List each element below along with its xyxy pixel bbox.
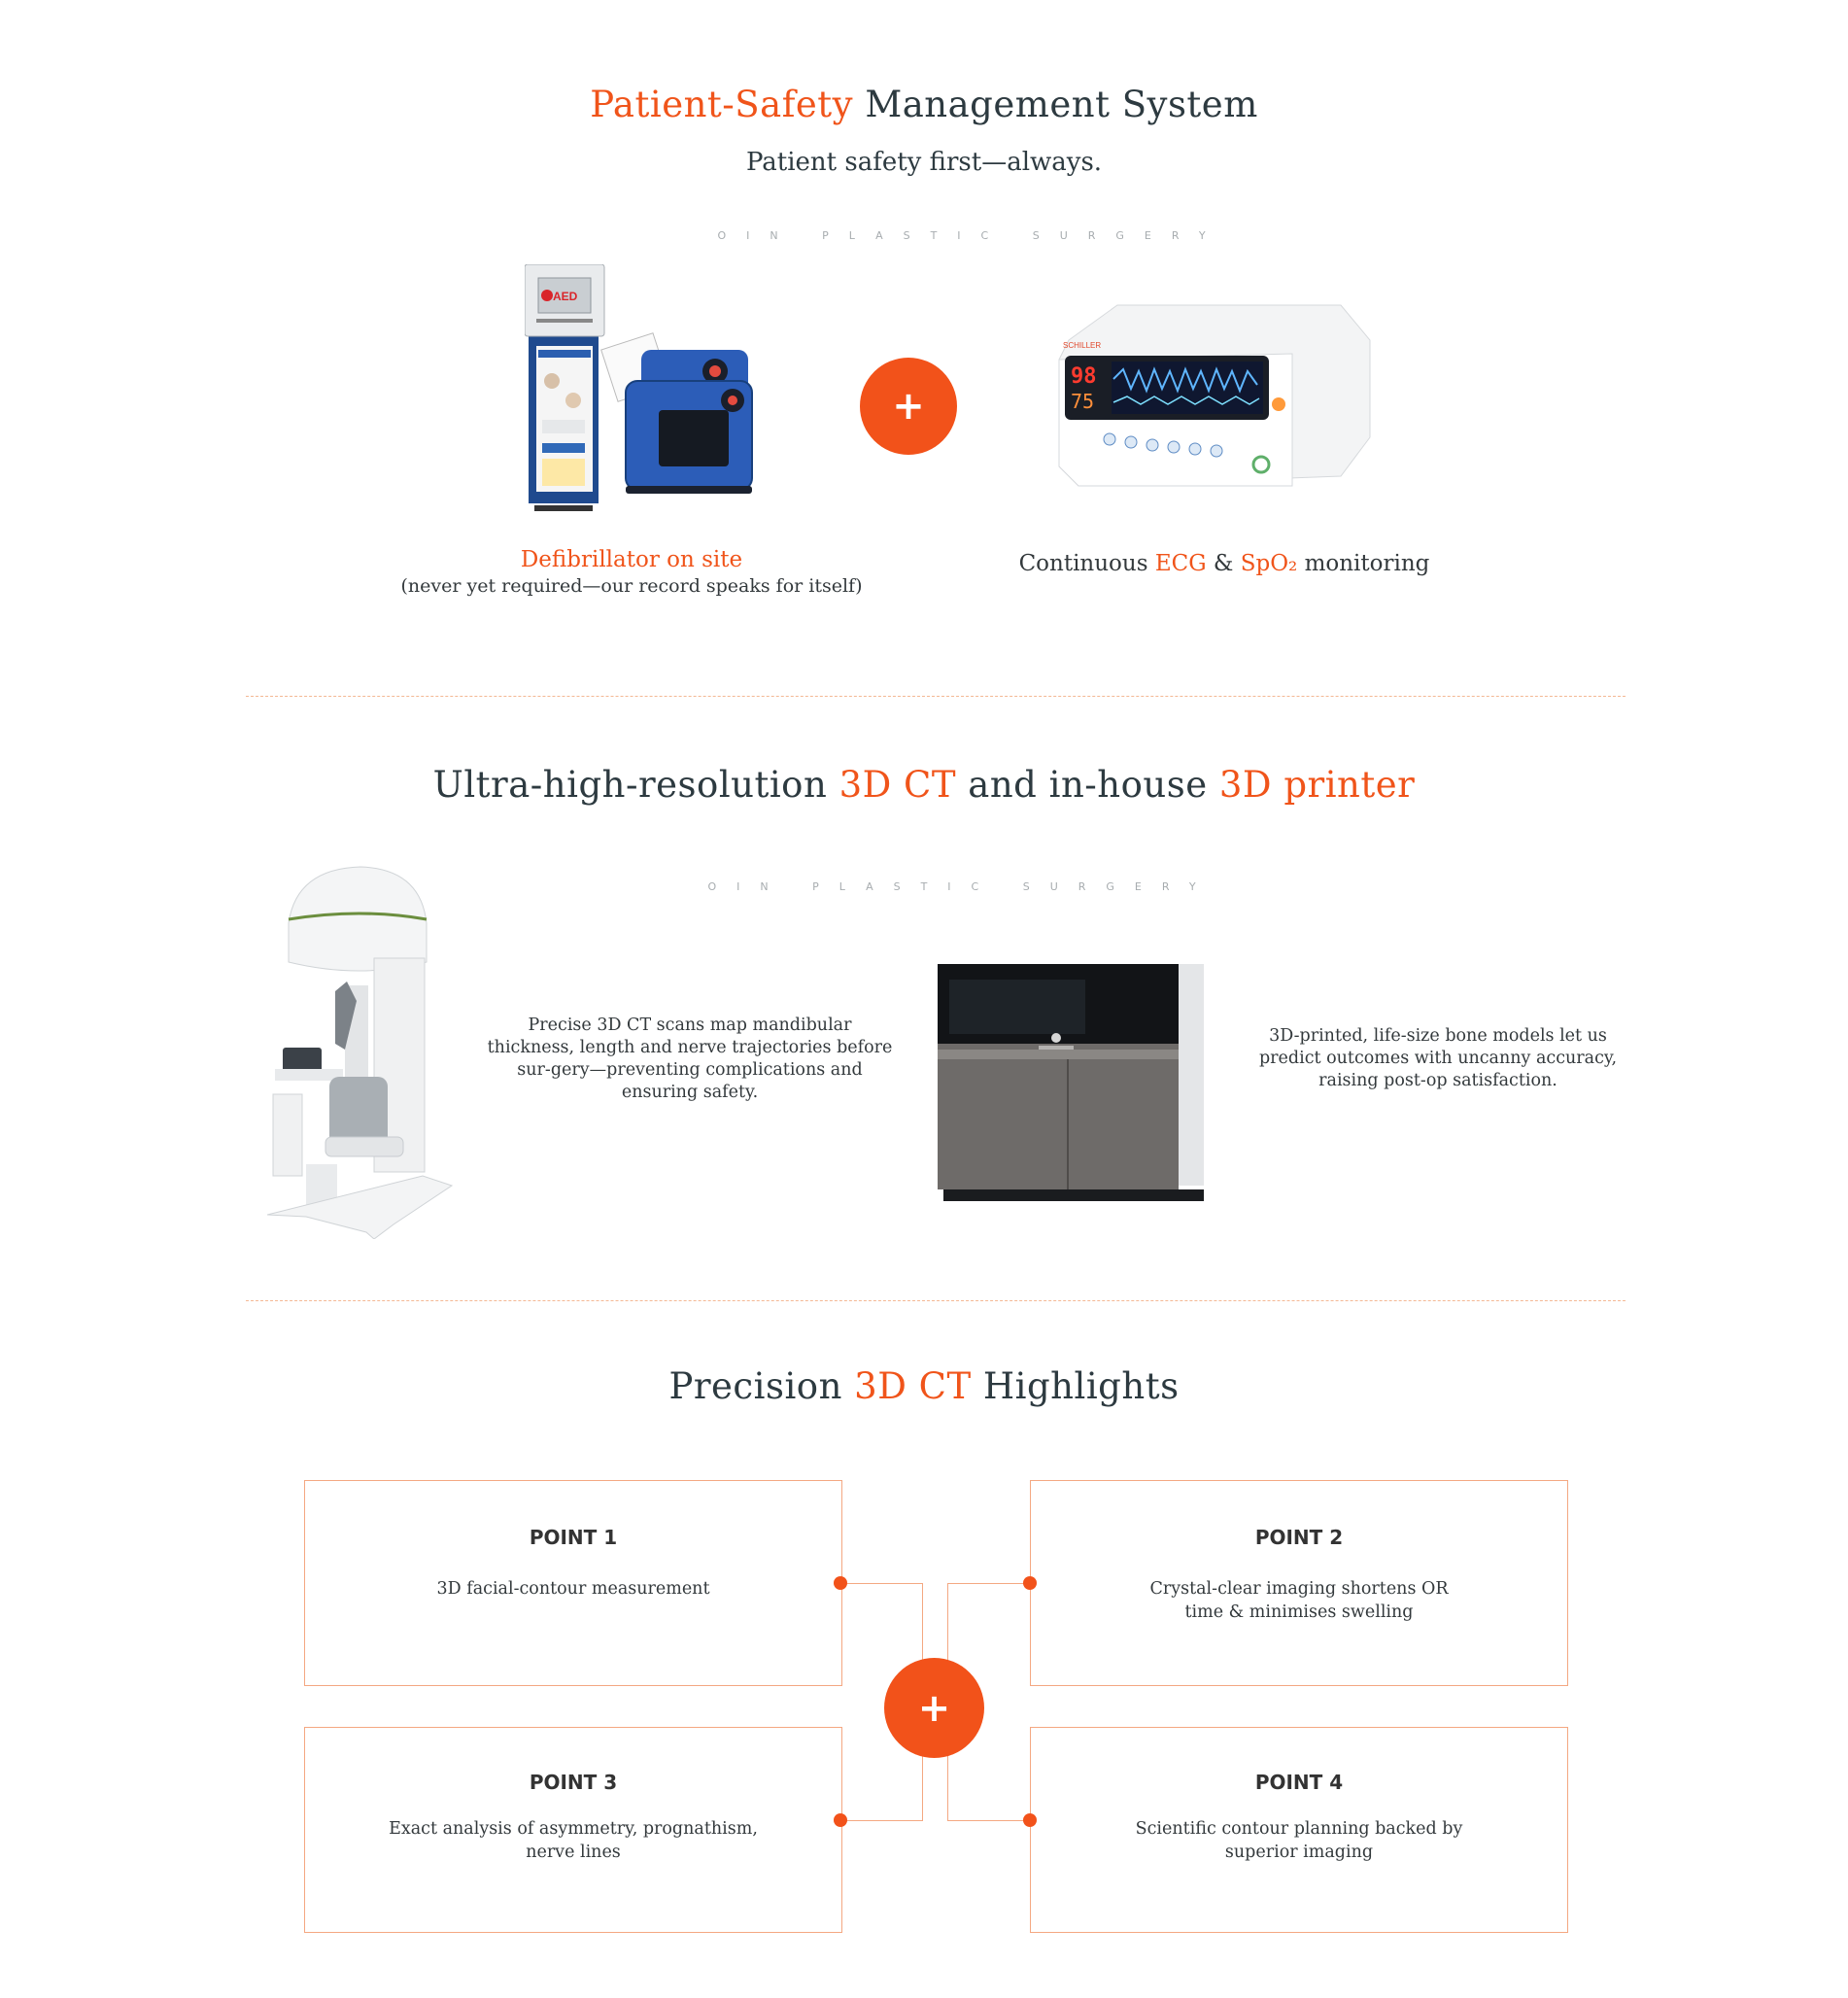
imaging-title — [0, 764, 1848, 806]
point-card-1 — [304, 1480, 842, 1686]
highlights-title-ct: 3D CT — [854, 1365, 972, 1407]
point-text: Crystal-clear imaging shortens OR time & minimises swelling — [1149, 1579, 1449, 1622]
highlights-title-post: Highlights — [971, 1365, 1180, 1407]
monitoring-caption — [952, 551, 1496, 576]
imaging-title-ct: 3D CT — [838, 764, 957, 806]
highlights-title — [0, 1365, 1848, 1407]
ecg-highlight: ECG — [1154, 551, 1207, 576]
imaging-title-printer: 3D printer — [1218, 764, 1416, 806]
point-card-2 — [1030, 1480, 1568, 1686]
connector-dot — [834, 1576, 847, 1590]
monitor-value-1: 98 — [1071, 364, 1097, 389]
point-text: Scientific contour planning backed by superior imaging — [1135, 1819, 1463, 1862]
brand-label: OIN PLASTIC SURGERY — [717, 229, 1226, 242]
imaging-title-pre: Ultra-high-resolution — [432, 764, 839, 806]
monitor-value-2: 75 — [1071, 390, 1095, 413]
point-title: POINT 4 — [1254, 1771, 1344, 1794]
point-title: POINT 3 — [529, 1771, 618, 1794]
safety-subtitle: Patient safety first—always. — [745, 148, 1103, 177]
point-card-4 — [1030, 1727, 1568, 1933]
monitoring-caption-amp: & — [1206, 551, 1241, 576]
brand-label: OIN PLASTIC SURGERY — [707, 880, 1216, 893]
connector-dot — [1023, 1576, 1037, 1590]
connector-line — [947, 1820, 1030, 1821]
patient-monitor-image — [1049, 301, 1380, 491]
defibrillator-caption: Defibrillator on site — [520, 547, 743, 572]
point-title: POINT 1 — [529, 1526, 618, 1549]
defibrillator-image — [525, 264, 758, 512]
plus-icon: + — [884, 1658, 984, 1758]
highlights-title-pre: Precision — [668, 1365, 855, 1407]
point-text: 3D facial-contour measurement — [436, 1579, 710, 1599]
printer-description: 3D-printed, life-size bone models let us predict outcomes with uncanny accuracy, raising post-op satisfaction. — [1258, 1026, 1618, 1090]
ct-scanner-image — [267, 865, 462, 1239]
safety-title-rest: Management System — [853, 84, 1258, 125]
section-divider — [246, 696, 1626, 697]
section-divider — [246, 1300, 1626, 1301]
ct-description: Precise 3D CT scans map mandibular thickness, length and nerve trajectories before sur-gery—preventing complications and ensuring safety. — [487, 1016, 893, 1102]
monitoring-caption-post: monitoring — [1297, 551, 1430, 576]
point-card-3 — [304, 1727, 842, 1933]
safety-title-highlight: Patient-Safety — [590, 84, 854, 125]
connector-line — [840, 1820, 923, 1821]
monitoring-caption-pre: Continuous — [1018, 551, 1155, 576]
3d-printer-image — [938, 960, 1210, 1201]
safety-title — [0, 84, 1848, 125]
defibrillator-note: (never yet required—our record speaks for itself) — [400, 575, 863, 597]
point-text: Exact analysis of asymmetry, prognathism, nerve lines — [389, 1819, 758, 1862]
spo2-highlight: SpO₂ — [1240, 551, 1298, 576]
point-title: POINT 2 — [1254, 1526, 1344, 1549]
connector-dot — [1023, 1813, 1037, 1827]
monitor-brand: SCHILLER — [1063, 341, 1102, 350]
connector-dot — [834, 1813, 847, 1827]
aed-label: AED — [553, 290, 578, 303]
connector-line — [947, 1583, 1030, 1584]
imaging-title-mid: and in-house — [956, 764, 1219, 806]
connector-line — [840, 1583, 923, 1584]
plus-icon: + — [860, 358, 957, 455]
